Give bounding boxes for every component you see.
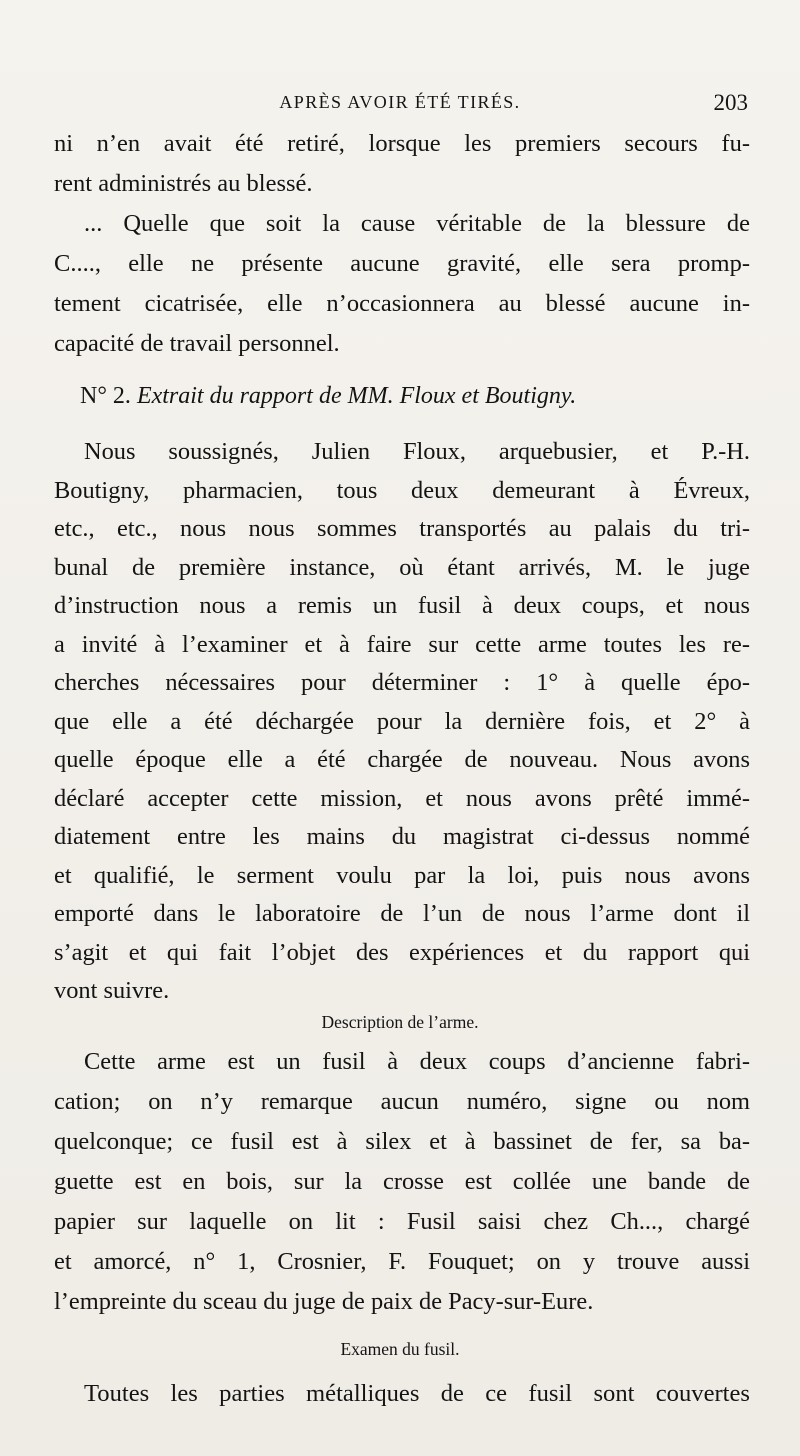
text-line: papier sur laquelle on lit : Fusil saisi chez Ch..., chargé: [54, 1208, 750, 1235]
section-heading-examen: Examen du fusil.: [340, 1339, 460, 1359]
text-line: Boutigny, pharmacien, tous deux demeurant à Évreux,: [54, 476, 750, 504]
text-line: que elle a été déchargée pour la dernière fois, et 2° à: [54, 707, 750, 735]
text-line: l’empreinte du sceau du juge de paix de Pacy-sur-Eure.: [54, 1288, 594, 1315]
text-line: d’instruction nous a remis un fusil à deux coups, et nous: [54, 592, 750, 619]
text-line: cherches nécessaires pour déterminer : 1° à quelle épo-: [54, 669, 750, 696]
text-line: diatement entre les mains du magistrat ci-dessus nommé: [54, 823, 750, 850]
text-line: quelconque; ce fusil est à silex et à bassinet de fer, sa ba-: [54, 1128, 750, 1155]
text-line: déclaré accepter cette mission, et nous avons prêté immé-: [54, 784, 750, 812]
text-line: etc., etc., nous nous sommes transportés au palais du tri-: [54, 515, 750, 542]
text-line: s’agit et qui fait l’objet des expériences et du rapport qui: [54, 938, 750, 966]
text-line: rent administrés au blessé.: [54, 170, 313, 197]
text-line: cation; on n’y remarque aucun numéro, signe ou nom: [54, 1088, 750, 1115]
section-heading-description: Description de l’arme.: [321, 1012, 479, 1032]
text-line: a invité à l’examiner et à faire sur cette arme toutes les re-: [54, 630, 750, 658]
page-number: 203: [713, 90, 748, 115]
text-line: vont suivre.: [54, 977, 170, 1004]
paragraph-4: [54, 1374, 750, 1414]
text-line: quelle époque elle a été chargée de nouveau. Nous avons: [54, 746, 750, 773]
running-head: [0, 92, 800, 122]
text-line: emporté dans le laboratoire de l’un de nous l’arme dont il: [54, 900, 750, 927]
running-title: APRÈS AVOIR ÉTÉ TIRÉS.: [279, 92, 521, 112]
subheading: [80, 383, 576, 410]
text-line: C...., elle ne présente aucune gravité, elle sera promp-: [54, 250, 750, 277]
paragraph-1: [54, 124, 750, 364]
text-line: Toutes les parties métalliques de ce fusil sont couvertes: [84, 1380, 750, 1407]
text-line: et amorcé, n° 1, Crosnier, F. Fouquet; on y trouve aussi: [54, 1248, 750, 1275]
text-line: tement cicatrisée, elle n’occasionnera au blessé aucune in-: [54, 290, 750, 317]
text-line: guette est en bois, sur la crosse est collée une bande de: [54, 1168, 750, 1195]
text-line: ni n’en avait été retiré, lorsque les premiers secours fu-: [54, 130, 750, 157]
subheading-number: N° 2.: [80, 383, 131, 409]
text-line: Cette arme est un fusil à deux coups d’ancienne fabri-: [84, 1048, 750, 1075]
paragraph-2: [54, 433, 750, 1011]
text-line: ... Quelle que soit la cause véritable de la blessure de: [84, 210, 750, 237]
paragraph-3: [54, 1042, 750, 1322]
text-line: bunal de première instance, où étant arrivés, M. le juge: [54, 553, 750, 581]
text-line: capacité de travail personnel.: [54, 330, 340, 357]
subheading-title: Extrait du rapport de MM. Floux et Boutigny.: [136, 383, 577, 409]
text-line: et qualifié, le serment voulu par la loi, puis nous avons: [54, 861, 750, 889]
text-line: Nous soussignés, Julien Floux, arquebusier, et P.-H.: [84, 438, 750, 465]
